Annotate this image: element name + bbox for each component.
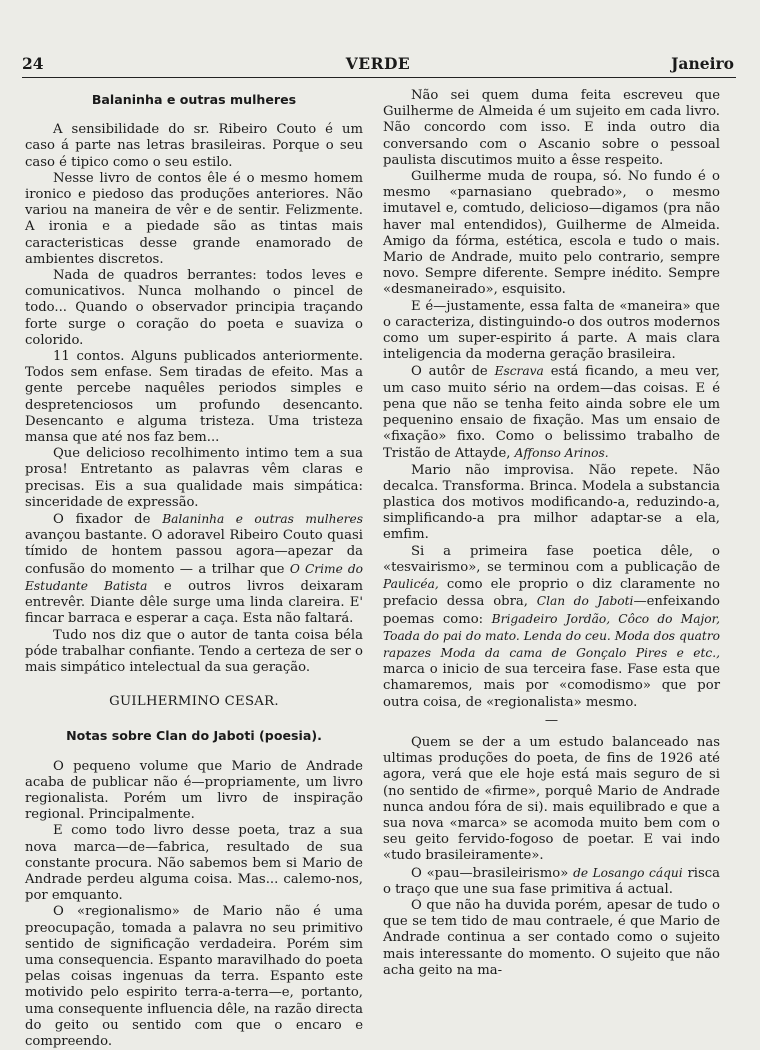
text-run: O «pau—brasileirismo» (411, 865, 569, 881)
poem-list: Brigadeiro Jordão, Côco do Major, Toada do pai do mato. Lenda do ceu. Moda dos quatro rapazes Moda da cama de Gonçalo Pires e etc., (383, 611, 720, 660)
issue-month: Janeiro (671, 54, 734, 73)
book-title: Clan do Jaboti (536, 594, 634, 609)
text-run: O fixador de (53, 512, 151, 528)
page-number: 24 (22, 54, 44, 73)
section-divider: — (544, 712, 559, 728)
article2-paragraph (383, 544, 720, 711)
header-rule (22, 77, 736, 78)
text-run: e outros livros deixaram entrevêr. Diante dêle surge uma linda clareira. E' fincar barraca e esperar a caça. Esta não faltará. (25, 578, 363, 627)
running-head (22, 54, 734, 74)
article2-paragraph: Guilherme muda de roupa, só. No fundo é o mesmo «parnasiano quebrado», o mesmo imutavel e, comtudo, delicioso—digamos (pra não haver mal entendidos), Guilherme de Almeida. Amigo da fórma, estética, escola e tudo o mais. Mario de Andrade, muito pelo contrario, sempre novo. Sempre diferente. Sempre inédito. Sempre «desmaneirado», esquisito. (383, 169, 720, 298)
left-column (25, 88, 363, 1050)
article2-paragraph (383, 363, 720, 462)
article2-paragraph: Quem se der a um estudo balanceado nas ultimas produções do poeta, de fins de 1926 até agora, verá que ele hoje está mais seguro de si (no sentido de «firme», porquê Mario de Andrade nunca andou fóra de si). mais equilibrado e que a sua nova «marca» se acomoda muito bem com o seu geito fervido-fogoso de poetar. E vai indo «tudo brasileiramente». (383, 734, 720, 864)
text-run: —enfeixando poemas como: (383, 594, 720, 627)
person-name: Affonso Arinos. (514, 446, 609, 461)
book-title: O Crime do Estudante Batista (25, 561, 363, 593)
article2-title: Notas sobre Clan do Jaboti (poesia). (66, 728, 322, 744)
right-column (383, 88, 720, 979)
article1-paragraph: Que delicioso recolhimento intimo tem a sua prosa! Entretanto as palavras vêm claras e precisas. Eis a sua qualidade mais simpática: sinceridade de expressão. (25, 446, 363, 510)
article2-paragraph: Não sei quem duma feita escreveu que Guilherme de Almeida é um sujeito em cada livro. Não concordo com isso. E inda outro dia conversando com o Ascanio sobre o pessoal paulista discutimos muito a êsse respeito. (383, 88, 720, 168)
article1-paragraph: 11 contos. Alguns publicados anteriormente. Todos sem enfase. Sem tiradas de efeito. Mas a gente percebe naquêles periodos simples e despretenciosos um profundo desencanto. Desencanto e alguma tristeza. Uma tristeza mansa que até nos faz bem... (25, 349, 363, 446)
article2-paragraph: O «regionalismo» de Mario não é uma preocupação, tomada a palavra no seu primitivo sentido de significação verdadeira. Porém sim uma consequencia. Espanto maravilhado do poeta pelas coisas ingenuas da terra. Espanto este motivido pelo espirito terra-a-terra—e, portanto, uma consequente influencia dêle, na razão directa do geito ou sentido com que o encaro e compreendo. (25, 904, 363, 1049)
article2-paragraph: E como todo livro desse poeta, traz a sua nova marca—de—fabrica, resultado de sua constante procura. Não sabemos bem si Mario de Andrade perdeu alguma coisa. Mas... calemo-nos, por emquanto. (25, 823, 363, 904)
text-run: Si a primeira fase poetica dêle, o «tesvairismo», se terminou com a publicação de (383, 543, 720, 575)
article2-paragraph: Mario não improvisa. Não repete. Não decalca. Transforma. Brinca. Modela a substancia plastica dos motivos modificando-a, reduzindo-a, simplificando-a pra milhor adaptar-se a ela, emfim. (383, 462, 720, 543)
text-run: está ficando, a meu ver, um caso muito sério na ordem—das coisas. E é pena que não se tenha feito ainda sobre ele um pequenino ensaio de fixação. Mas um ensaio de «fixação» fixo. Como o belissimo trabalho de Tristão de Attayde, (383, 364, 720, 462)
article2-paragraph: O que não ha duvida porém, apesar de tudo o que se tem tido de mau contraele, é que Mario de Andrade continua a ser contado como o sujeito mais interessante do momento. O sujeito que não acha geito na ma- (383, 897, 720, 978)
article1-paragraph: Tudo nos diz que o autor de tanta coisa béla póde trabalhar confiante. Tendo a certeza de ser o mais simpático intelectual da sua geração. (25, 627, 363, 675)
article1-paragraph: Nada de quadros berrantes: todos leves e comunicativos. Nunca molhando o pincel de todo... Quando o observador principia traçando forte surge o coração do poeta e suaviza o colorido. (25, 268, 363, 348)
magazine-title: VERDE (345, 54, 411, 73)
article2-paragraph (383, 865, 720, 898)
book-title: de Losango cáqui (573, 865, 683, 880)
book-title: Paulicéa, (383, 577, 439, 592)
article1-title: Balaninha e outras mulheres (91, 92, 297, 107)
article2-paragraph: O pequeno volume que Mario de Andrade acaba de publicar não é—propriamente, um livro regionalista. Porém um livro de inspiração regional. Principalmente. (25, 758, 363, 823)
article1-paragraph: Nesse livro de contos êle é o mesmo homem ironico e piedoso das produções anteriores. Não variou na maneira de vêr e de sentir. Felizmente. A ironia e a piedade são as tintas mais caracteristicas desse grande enamorado de ambientes discretos. (25, 170, 363, 267)
article1-paragraph (25, 511, 363, 627)
text-run: avançou bastante. O adoravel Ribeiro Couto quasi tímido de hontem passou agora—apezar da confusão do momento — a trilhar que (25, 528, 363, 577)
book-title: Balaninha e outras mulheres (162, 512, 363, 527)
text-run: marca o inicio de sua terceira fase. Fase esta que chamaremos, mais por «comodismo» que por outra coisa, de «regionalista» mesmo. (383, 662, 720, 710)
author-signature: GUILHERMINO CESAR. (109, 694, 279, 710)
article1-paragraph: A sensibilidade do sr. Ribeiro Couto é um caso á parte nas letras brasileiras. Porque o seu caso é tipico como o seu estilo. (25, 122, 363, 170)
text-run: risca o traço que une sua fase primitiva á actual. (383, 865, 720, 897)
text-run: O autôr de (411, 364, 488, 380)
text-run: como ele proprio o diz claramente no prefacio dessa obra, (383, 577, 720, 610)
book-title: Escrava (494, 364, 544, 379)
article2-paragraph: E é—justamente, essa falta de «maneira» que o caracteriza, distinguindo-o dos outros modernos como um super-espirito á parte. A mais clara inteligencia da moderna geração brasileira. (383, 298, 720, 363)
